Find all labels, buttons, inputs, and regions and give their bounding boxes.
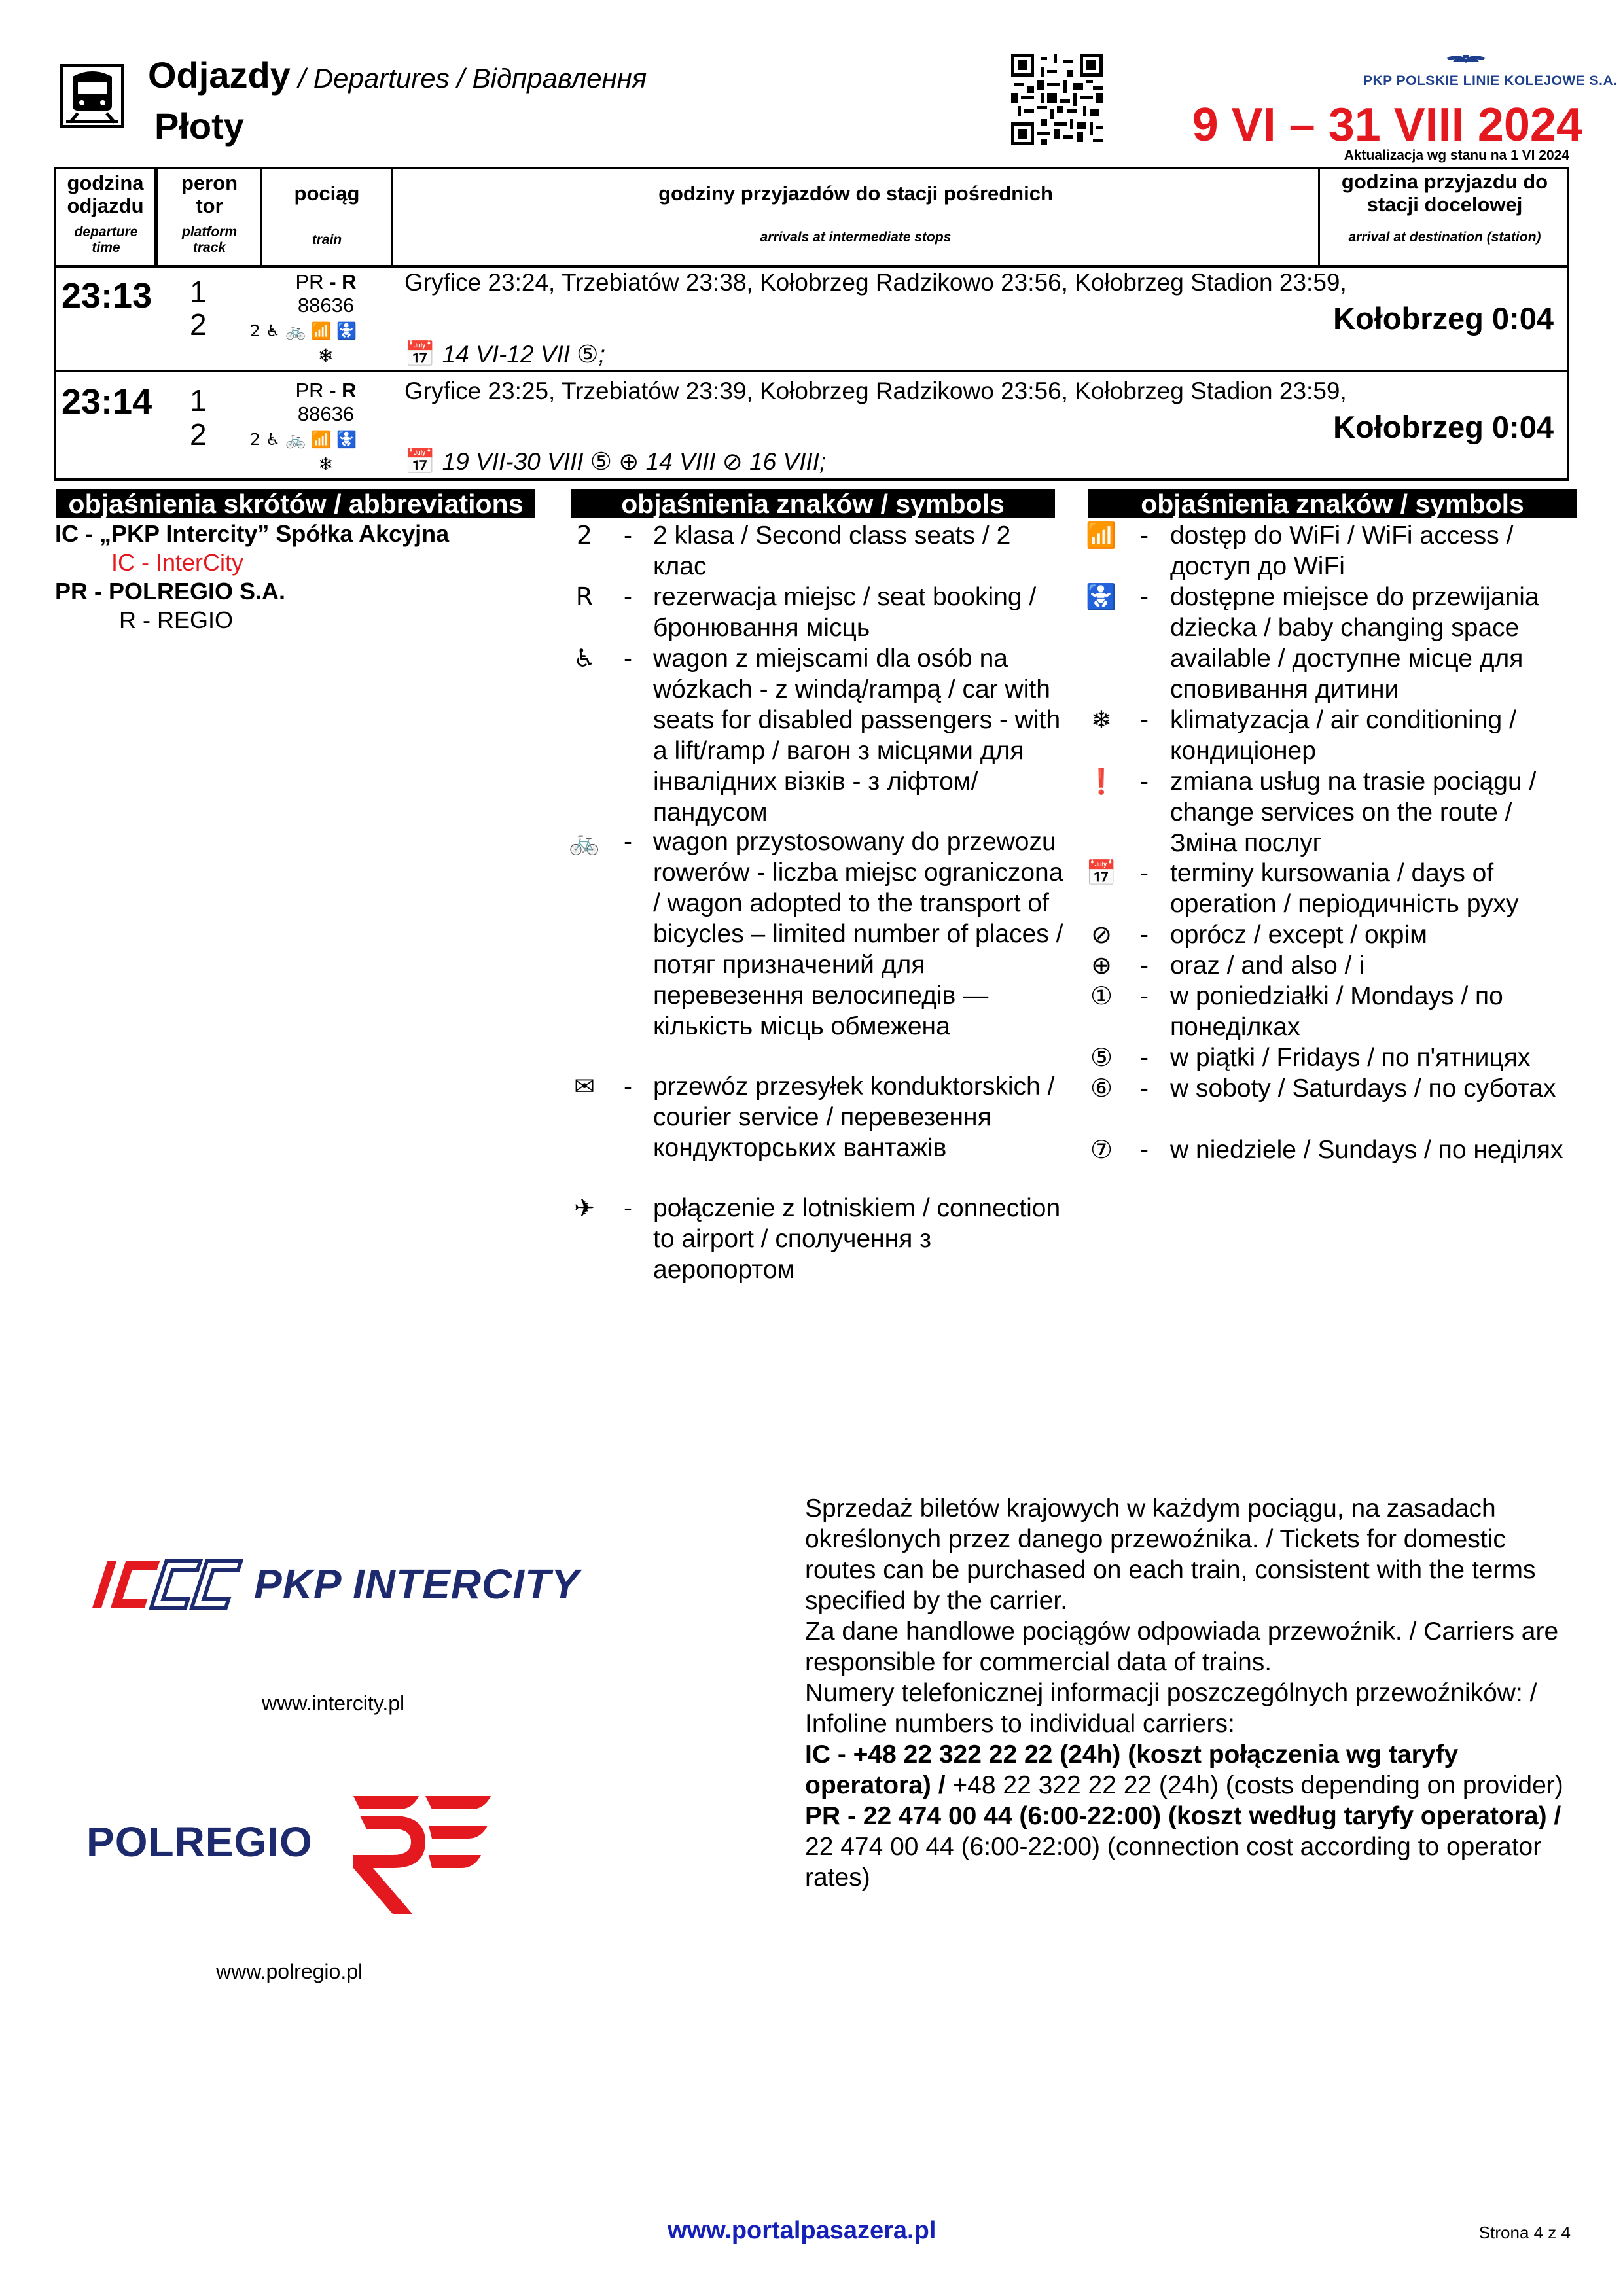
legend-symbol-icon: 📶	[1086, 521, 1117, 550]
legend-dash: -	[1140, 768, 1149, 796]
legend-symbol-text: wagon z miejscami dla osób na wózkach - z windą/rampą / car with seats for disabled passengers - with a lift/ramp / вагон з місцями для інвалідних візків - з ліфтом/пандусом	[653, 645, 1061, 826]
page-number: Strona 4 z 4	[1478, 2223, 1571, 2242]
track: 2	[190, 308, 207, 342]
info-pr-phone	[805, 1801, 1584, 1893]
legend-symbol-text: rezerwacja miejsc / seat booking / бронювання місць	[653, 583, 1037, 642]
validity-period: 9 VI – 31 VIII 2024	[1192, 99, 1582, 151]
legend-symbol-icon: ⊕	[1091, 951, 1112, 980]
legend-dash: -	[624, 828, 632, 856]
service-code: R	[342, 379, 357, 402]
operating-days	[404, 340, 605, 369]
legend-symbol-text: w poniedziałki / Mondays / по понеділках	[1170, 982, 1503, 1041]
operating-days	[404, 447, 826, 476]
legend-symbol-icon: ✈	[574, 1193, 595, 1222]
legend-dash: -	[1140, 951, 1149, 980]
legend-symbol-icon: ❗	[1086, 767, 1117, 796]
legend-symbol-icon: 📅	[1086, 858, 1117, 887]
col-destination-header: godzina przyjazdu do stacji docelowej	[1341, 170, 1548, 216]
info-tickets: Sprzedaż biletów krajowych w każdym pociągu, na zasadach określonych przez danego przewoźnika. / Tickets for domestic routes can be purchased on each train, consistent with the terms specified by the carrier.	[805, 1494, 1536, 1615]
abbr-ic-brand: IC - InterCity	[111, 549, 244, 576]
intermediate-stops: Gryfice 23:24, Trzebiatów 23:38, Kołobrzeg Radzikowo 23:56, Kołobrzeg Stadion 23:59,	[404, 269, 1347, 296]
legend-dash: -	[1140, 1074, 1149, 1103]
legend-dash: -	[1140, 706, 1149, 734]
legend-dash: -	[624, 1072, 632, 1101]
legend-dash: -	[1140, 1044, 1149, 1072]
train-number: 88636	[297, 402, 355, 425]
station-name: Płoty	[154, 105, 244, 147]
legend-symbol-text: wagon przystosowany do przewozu rowerów - liczba miejsc ograniczona / wagon adopted to the transport of bicycles – limited number of places / потяг призначений для перевезення велосипедів — кількість місць обмежена	[653, 828, 1063, 1040]
info-commercial-data: Za dane handlowe pociągów odpowiada przewoźnik. / Carriers are responsible for commercial data of trains.	[805, 1617, 1559, 1676]
air-conditioning-icon: ❄	[318, 453, 334, 475]
legend-symbol-text: w soboty / Saturdays / по суботах	[1170, 1074, 1556, 1103]
departure-time: 23:13	[62, 276, 152, 315]
legend-dash: -	[1140, 583, 1149, 611]
polregio-wordmark: POLREGIO	[86, 1818, 313, 1865]
col-train-header: pociąg	[294, 182, 360, 205]
carrier-code: PR	[295, 270, 324, 293]
destination-arrival: Kołobrzeg 0:04	[1333, 410, 1554, 444]
page-title	[148, 54, 647, 96]
train-category: PR - R	[295, 379, 357, 402]
departure-time: 23:14	[62, 382, 152, 421]
operating-days-text: 14 VI-12 VII ⑤;	[442, 341, 605, 368]
train-category: PR - R	[295, 270, 357, 293]
legend-symbol-text: w piątki / Fridays / по п'ятницях	[1170, 1044, 1531, 1072]
legend-symbol-icon: ⑤	[1090, 1043, 1113, 1072]
legend-symbol-icon: ⊘	[1091, 920, 1112, 949]
portal-pasazera-link[interactable]: www.portalpasazera.pl	[668, 2217, 936, 2244]
air-conditioning-icon: ❄	[318, 345, 334, 366]
legend-symbol-icon: ❄	[1091, 705, 1112, 734]
legend-symbol-icon: ✉	[574, 1072, 595, 1101]
abbr-ic: IC - „PKP Intercity” Spółka Akcyjna	[55, 520, 450, 547]
pr-phone-en: 22 474 00 44 (6:00-22:00) (connection cost according to operator rates)	[805, 1833, 1542, 1892]
intermediate-stops: Gryfice 23:25, Trzebiatów 23:39, Kołobrzeg Radzikowo 23:56, Kołobrzeg Stadion 23:59,	[404, 378, 1347, 404]
legend-symbol-icon: 🚲	[569, 827, 600, 856]
symbols-title-right: objaśnienia znaków / symbols	[1088, 489, 1577, 518]
legend-symbol-icon: 2	[576, 521, 593, 550]
legend-symbol-icon: ⑥	[1090, 1074, 1113, 1103]
abbreviations-title: objaśnienia skrótów / abbreviations	[56, 489, 535, 518]
legend-dash: -	[1140, 1136, 1149, 1164]
train-number: 88636	[297, 294, 355, 317]
ticket-info	[805, 1493, 1584, 1893]
legend-symbol-text: terminy kursowania / days of operation / періодичність руху	[1170, 859, 1519, 918]
ic-phone-en: +48 22 322 22 22 (24h) (costs depending on provider)	[945, 1771, 1563, 1799]
col-departure-pl: godzina odjazdu	[67, 171, 144, 217]
legend-symbol-icon: ♿	[573, 644, 596, 673]
pkp-plk-wordmark: PKP POLSKIE LINIE KOLEJOWE S.A.	[1363, 73, 1618, 88]
train-icon	[60, 64, 124, 128]
legend-symbol-text: w niedziele / Sundays / по неділях	[1170, 1136, 1563, 1164]
info-infoline: Numery telefonicznej informacji poszczególnych przewoźników: / Infoline numbers to individual carriers:	[805, 1679, 1537, 1738]
service-code: R	[342, 270, 357, 293]
legend-dash: -	[1140, 982, 1149, 1010]
pr-phone-bold: PR - 22 474 00 44 (6:00-22:00) (koszt według taryfy operatora) /	[805, 1802, 1561, 1830]
title-translations: / Departures / Відправлення	[290, 63, 647, 94]
col-stops-header: godziny przyjazdów do stacji pośrednich	[658, 182, 1053, 205]
legend-symbol-icon: R	[575, 582, 594, 611]
col-destination-en: arrival at destination (station)	[1348, 230, 1541, 245]
ic-phone-bold: IC - +48 22 322 22 22 (24h) (koszt połączenia wg taryfy operatora) /	[805, 1740, 1459, 1799]
calendar-icon: 📅	[404, 340, 436, 368]
legend-dash: -	[624, 1194, 632, 1222]
timetable	[54, 167, 1569, 481]
legend-symbol-text: oraz / and also / і	[1170, 951, 1364, 980]
legend-dash: -	[624, 583, 632, 611]
legend-symbol-icon: ⑦	[1090, 1135, 1113, 1164]
legend-dash: -	[1140, 921, 1149, 949]
col-train-en: train	[312, 232, 342, 247]
legend-dash: -	[1140, 859, 1149, 887]
col-stops-en: arrivals at intermediate stops	[760, 230, 952, 245]
legend-dash: -	[1140, 521, 1149, 550]
legend-symbol-text: przewóz przesyłek konduktorskich / courier service / перевезення кондукторських вантажів	[653, 1072, 1055, 1162]
info-ic-phone	[805, 1739, 1584, 1801]
col-platform-pl: peron tor	[181, 171, 238, 217]
col-departure-header	[56, 172, 154, 217]
legend-dash: -	[624, 645, 632, 673]
col-departure-en: departure time	[74, 224, 138, 255]
pkp-intercity-wordmark: PKP INTERCITY	[254, 1561, 580, 1608]
legend-symbol-text: oprócz / except / окрім	[1170, 921, 1427, 949]
platform: 1	[190, 275, 207, 309]
col-platform-header	[158, 172, 260, 217]
symbols-title-left: objaśnienia znaków / symbols	[571, 489, 1055, 518]
legend-symbol-text: zmiana usług na trasie pociągu / change services on the route / Зміна послуг	[1170, 768, 1537, 857]
destination-arrival: Kołobrzeg 0:04	[1333, 301, 1554, 336]
legend-symbol-text: dostępne miejsce do przewijania dziecka / baby changing space available / доступне місце для сповивання дитини	[1170, 583, 1539, 703]
train-amenity-icons: 2 ♿ 🚲 📶 🚼	[250, 321, 357, 340]
platform: 1	[190, 383, 207, 417]
intercity-url[interactable]: www.intercity.pl	[262, 1691, 405, 1715]
legend-symbol-text: połączenie z lotniskiem / connection to airport / сполучення з аеропортом	[653, 1194, 1061, 1284]
title-pl: Odjazdy	[148, 54, 291, 96]
legend-symbol-icon: 🚼	[1086, 582, 1117, 611]
legend-symbol-text: klimatyzacja / air conditioning / кондиціонер	[1170, 706, 1516, 765]
calendar-icon: 📅	[404, 447, 436, 476]
legend-dash: -	[624, 521, 632, 550]
legend-symbol-text: 2 klasa / Second class seats / 2 клас	[653, 521, 1011, 580]
legend-symbol-icon: ①	[1090, 981, 1113, 1010]
train-amenity-icons: 2 ♿ 🚲 📶 🚼	[250, 430, 357, 449]
update-note: Aktualizacja wg stanu na 1 VI 2024	[1344, 148, 1569, 163]
legend-symbol-text: dostęp do WiFi / WiFi access / доступ до WiFi	[1170, 521, 1514, 580]
polregio-url[interactable]: www.polregio.pl	[216, 1960, 363, 1983]
col-platform-en: platform track	[182, 224, 237, 255]
track: 2	[190, 417, 207, 451]
qr-code[interactable]	[1011, 54, 1103, 145]
operating-days-text: 19 VII-30 VIII ⑤ ⊕ 14 VIII ⊘ 16 VIII;	[442, 448, 827, 475]
abbr-pr-brand: R - REGIO	[119, 607, 234, 633]
carrier-code: PR	[295, 379, 324, 402]
abbr-pr: PR - POLREGIO S.A.	[55, 578, 286, 605]
